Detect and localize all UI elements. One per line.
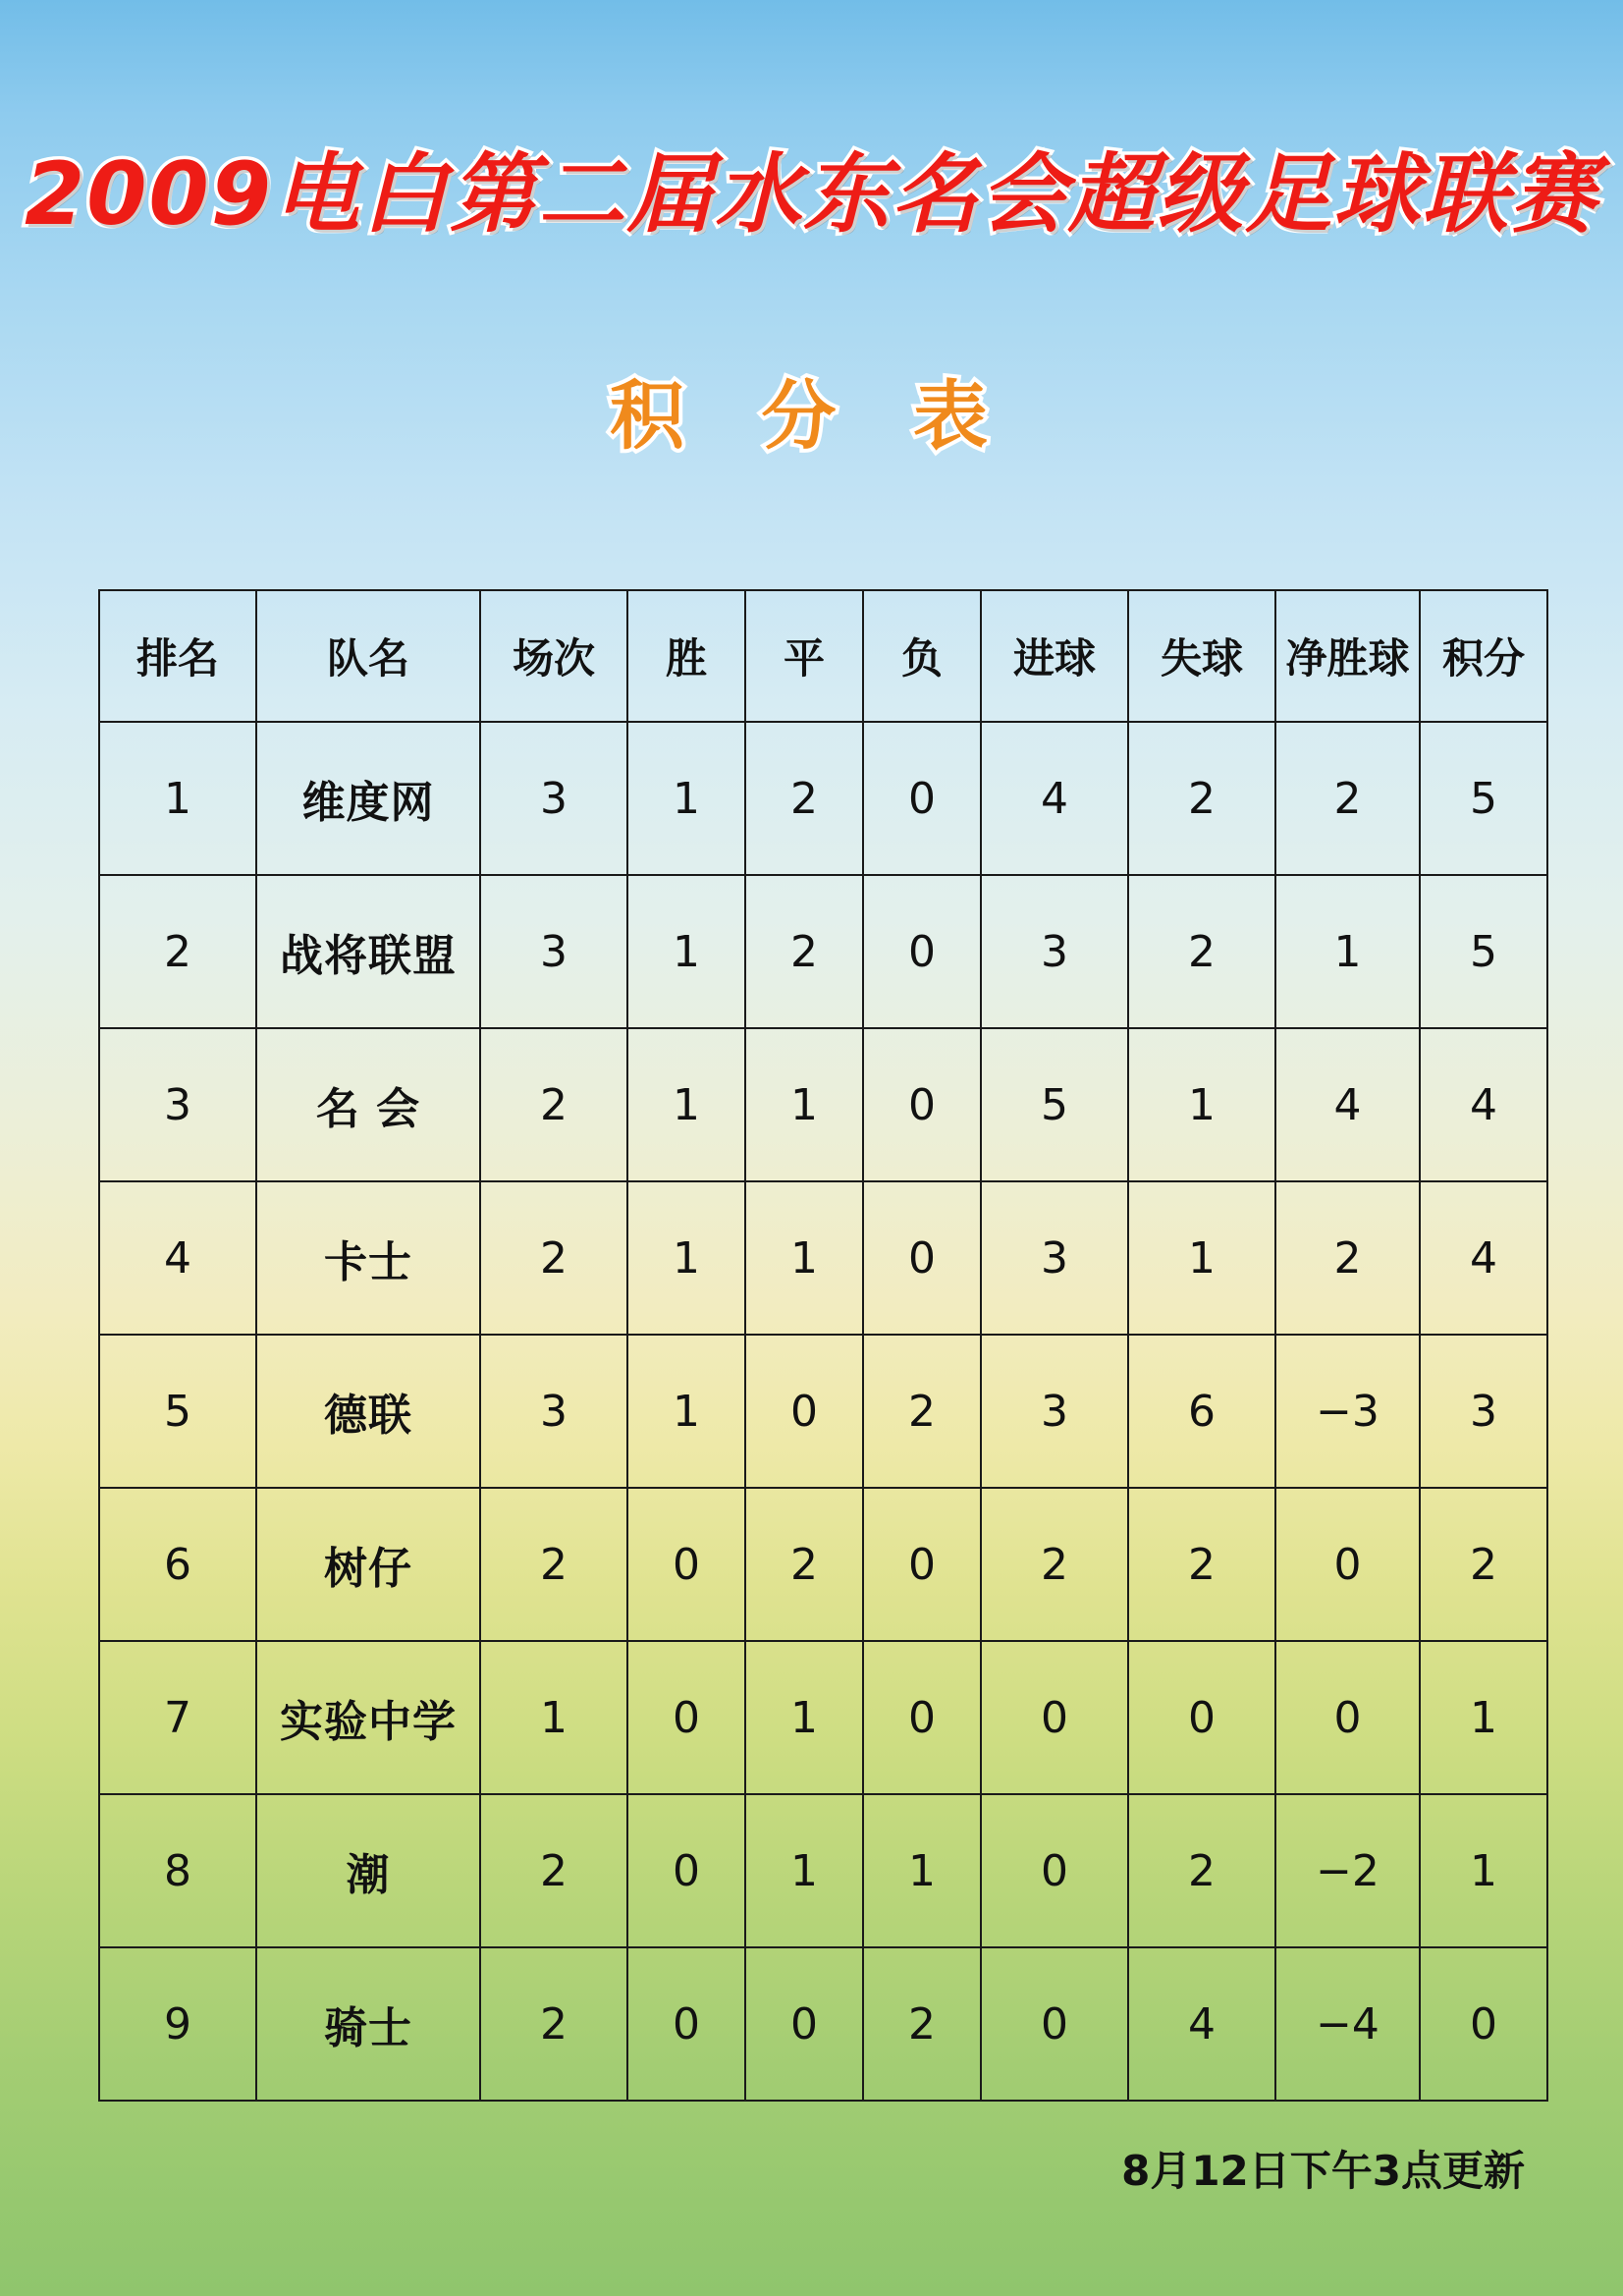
- cell-loss: 2: [863, 1947, 981, 2101]
- cell-draw: 1: [745, 1794, 863, 1947]
- cell-goals-against: 6: [1128, 1335, 1275, 1488]
- column-header-rank: 排名: [99, 590, 256, 722]
- cell-draw: 1: [745, 1641, 863, 1794]
- column-header-points: 积分: [1420, 590, 1547, 722]
- cell-points: 1: [1420, 1641, 1547, 1794]
- cell-played: 2: [480, 1488, 627, 1641]
- cell-loss: 0: [863, 1488, 981, 1641]
- cell-loss: 1: [863, 1794, 981, 1947]
- cell-team: 树仔: [256, 1488, 480, 1641]
- table-row: [99, 1947, 1547, 2101]
- table-row: [99, 1181, 1547, 1335]
- table-header-row: [99, 590, 1547, 722]
- cell-loss: 0: [863, 1641, 981, 1794]
- cell-goal-diff: 4: [1275, 1028, 1420, 1181]
- cell-played: 2: [480, 1028, 627, 1181]
- cell-win: 1: [627, 1181, 745, 1335]
- cell-rank: 1: [99, 722, 256, 875]
- cell-rank: 4: [99, 1181, 256, 1335]
- cell-goal-diff: 0: [1275, 1488, 1420, 1641]
- cell-goal-diff: 0: [1275, 1641, 1420, 1794]
- cell-draw: 2: [745, 875, 863, 1028]
- cell-rank: 9: [99, 1947, 256, 2101]
- cell-goal-diff: −2: [1275, 1794, 1420, 1947]
- cell-win: 1: [627, 722, 745, 875]
- cell-goals-against: 2: [1128, 875, 1275, 1028]
- table-row: [99, 722, 1547, 875]
- cell-rank: 3: [99, 1028, 256, 1181]
- cell-played: 3: [480, 1335, 627, 1488]
- cell-played: 3: [480, 875, 627, 1028]
- cell-win: 1: [627, 1028, 745, 1181]
- subtitle-container: [0, 373, 1623, 459]
- cell-loss: 0: [863, 722, 981, 875]
- main-title-container: [0, 143, 1623, 245]
- cell-goals-against: 2: [1128, 1488, 1275, 1641]
- cell-loss: 0: [863, 875, 981, 1028]
- cell-team: 德联: [256, 1335, 480, 1488]
- cell-goals-for: 3: [981, 875, 1128, 1028]
- page-title: 2009电白第二届水东名会超级足球联赛: [25, 143, 1598, 245]
- cell-goals-against: 2: [1128, 722, 1275, 875]
- cell-rank: 5: [99, 1335, 256, 1488]
- cell-team: 名 会: [256, 1028, 480, 1181]
- cell-draw: 1: [745, 1028, 863, 1181]
- cell-draw: 2: [745, 1488, 863, 1641]
- cell-rank: 6: [99, 1488, 256, 1641]
- cell-team: 战将联盟: [256, 875, 480, 1028]
- cell-points: 5: [1420, 722, 1547, 875]
- table-row: [99, 1488, 1547, 1641]
- column-header-loss: 负: [863, 590, 981, 722]
- cell-played: 2: [480, 1181, 627, 1335]
- cell-draw: 2: [745, 722, 863, 875]
- cell-loss: 0: [863, 1028, 981, 1181]
- cell-points: 1: [1420, 1794, 1547, 1947]
- cell-goals-against: 1: [1128, 1028, 1275, 1181]
- cell-team: 卡士: [256, 1181, 480, 1335]
- column-header-draw: 平: [745, 590, 863, 722]
- cell-rank: 8: [99, 1794, 256, 1947]
- table-row: [99, 875, 1547, 1028]
- table-row: [99, 1794, 1547, 1947]
- update-timestamp: 8月12日下午3点更新: [1121, 2147, 1525, 2195]
- cell-rank: 2: [99, 875, 256, 1028]
- standings-table: [98, 589, 1548, 2102]
- cell-goals-against: 1: [1128, 1181, 1275, 1335]
- cell-points: 5: [1420, 875, 1547, 1028]
- cell-draw: 0: [745, 1947, 863, 2101]
- cell-goals-for: 5: [981, 1028, 1128, 1181]
- cell-played: 3: [480, 722, 627, 875]
- cell-goal-diff: 2: [1275, 1181, 1420, 1335]
- column-header-win: 胜: [627, 590, 745, 722]
- cell-draw: 0: [745, 1335, 863, 1488]
- column-header-goals-for: 进球: [981, 590, 1128, 722]
- cell-team: 潮: [256, 1794, 480, 1947]
- table-row: [99, 1028, 1547, 1181]
- cell-goals-for: 4: [981, 722, 1128, 875]
- cell-points: 4: [1420, 1181, 1547, 1335]
- table-row: [99, 1641, 1547, 1794]
- cell-rank: 7: [99, 1641, 256, 1794]
- cell-points: 2: [1420, 1488, 1547, 1641]
- cell-team: 维度网: [256, 722, 480, 875]
- cell-goals-against: 0: [1128, 1641, 1275, 1794]
- cell-goals-for: 2: [981, 1488, 1128, 1641]
- column-header-goal-diff: 净胜球: [1275, 590, 1420, 722]
- cell-team: 骑士: [256, 1947, 480, 2101]
- cell-win: 0: [627, 1947, 745, 2101]
- cell-goals-for: 0: [981, 1794, 1128, 1947]
- cell-loss: 2: [863, 1335, 981, 1488]
- cell-goals-for: 0: [981, 1641, 1128, 1794]
- page-subtitle: 积 分 表: [610, 372, 1013, 460]
- cell-goals-for: 3: [981, 1335, 1128, 1488]
- cell-team: 实验中学: [256, 1641, 480, 1794]
- cell-win: 1: [627, 1335, 745, 1488]
- cell-draw: 1: [745, 1181, 863, 1335]
- cell-goal-diff: 1: [1275, 875, 1420, 1028]
- cell-goals-against: 2: [1128, 1794, 1275, 1947]
- cell-win: 0: [627, 1794, 745, 1947]
- cell-goals-for: 3: [981, 1181, 1128, 1335]
- column-header-played: 场次: [480, 590, 627, 722]
- cell-win: 0: [627, 1641, 745, 1794]
- column-header-goals-against: 失球: [1128, 590, 1275, 722]
- cell-points: 0: [1420, 1947, 1547, 2101]
- table-row: [99, 1335, 1547, 1488]
- cell-played: 2: [480, 1947, 627, 2101]
- cell-played: 1: [480, 1641, 627, 1794]
- cell-goal-diff: −4: [1275, 1947, 1420, 2101]
- cell-goal-diff: −3: [1275, 1335, 1420, 1488]
- cell-goal-diff: 2: [1275, 722, 1420, 875]
- cell-points: 3: [1420, 1335, 1547, 1488]
- cell-points: 4: [1420, 1028, 1547, 1181]
- column-header-team: 队名: [256, 590, 480, 722]
- cell-win: 0: [627, 1488, 745, 1641]
- cell-loss: 0: [863, 1181, 981, 1335]
- cell-goals-for: 0: [981, 1947, 1128, 2101]
- cell-goals-against: 4: [1128, 1947, 1275, 2101]
- cell-played: 2: [480, 1794, 627, 1947]
- cell-win: 1: [627, 875, 745, 1028]
